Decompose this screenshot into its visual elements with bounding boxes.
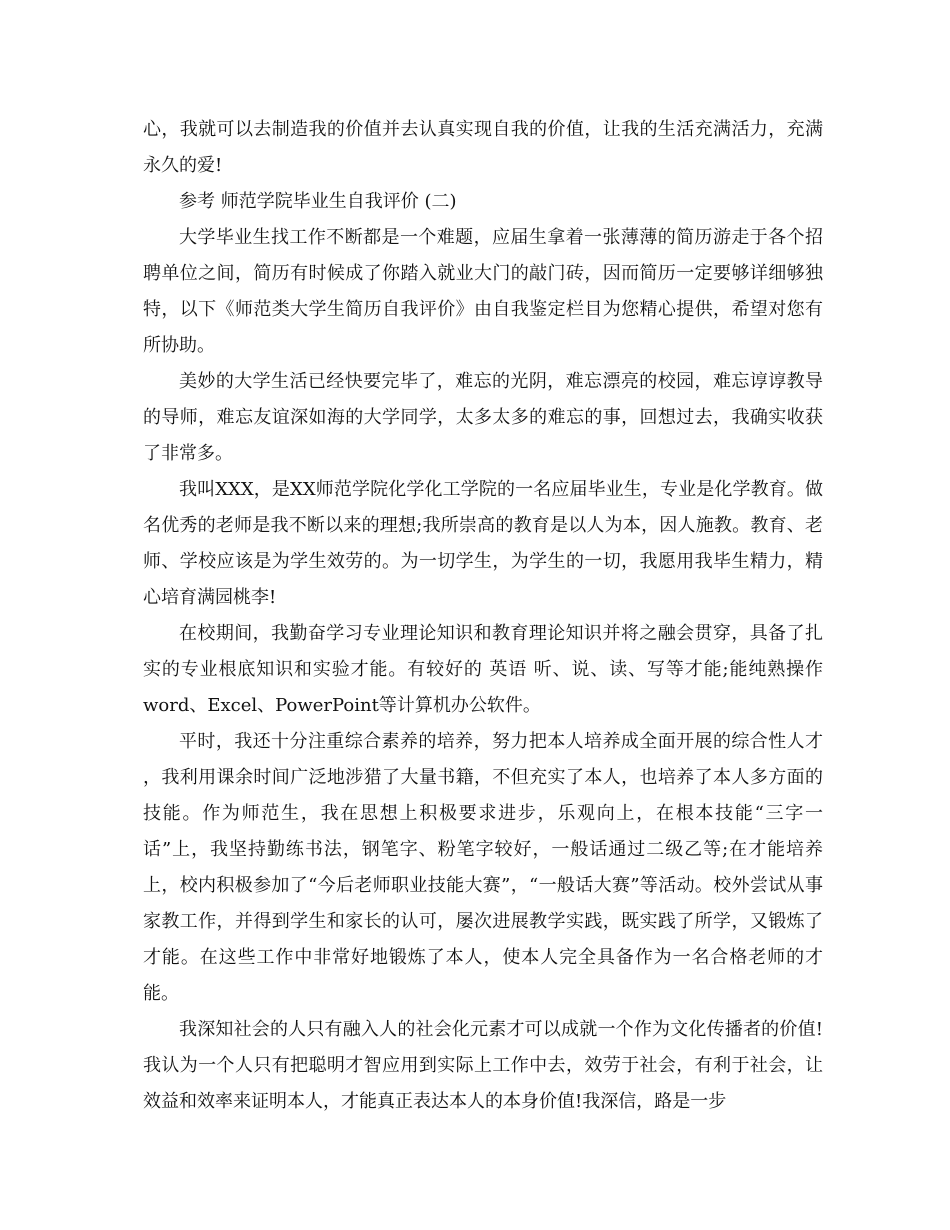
paragraph-society: 我深知社会的人只有融入人的社会化元素才可以成就一个作为文化传播者的价值!我认为一个人只有把聪明才智应用到实际上工作中去，效劳于社会，有利于社会，让效益和效率来证明本人，才能真正表达本人的本身价值!我深信，路是一步 xyxy=(143,1019,823,1112)
paragraph-university-life: 美妙的大学生活已经快要完毕了，难忘的光阴，难忘漂亮的校园，难忘谆谆教导的导师，难忘友谊深如海的大学同学，太多太多的难忘的事，回想过去，我确实收获了非常多。 xyxy=(143,371,823,464)
paragraph-study: 在校期间，我勤奋学习专业理论知识和教育理论知识并将之融会贯穿，具备了扎实的专业根底知识和实验才能。有较好的 英语 听、说、读、写等才能;能纯熟操作word、Excel、PowerPoint等计算机办公软件。 xyxy=(143,623,823,716)
paragraph-continuation: 心，我就可以去制造我的价值并去认真实现自我的价值，让我的生活充满活力，充满永久的爱! xyxy=(143,119,823,176)
paragraph-skills: 平时，我还十分注重综合素养的培养，努力把本人培养成全面开展的综合性人才 ，我利用课余时间广泛地涉猎了大量书籍，不但充实了本人，也培养了本人多方面的技能。作为师范生，我在思想上积极要求进步，乐观向上，在根本技能“三字一话”上，我坚持勤练书法，钢笔字、粉笔字较好，一般话通过二级乙等;在才能培养上，校内积极参加了“今后老师职业技能大赛”，“一般话大赛”等活动。校外尝试从事家教工作，并得到学生和家长的认可，屡次进展教学实践，既实践了所学，又锻炼了才能。在这些工作中非常好地锻炼了本人，使本人完全具备作为一名合格老师的才能。 xyxy=(143,731,823,1004)
section-heading: 参考 师范学院毕业生自我评价 (二) xyxy=(179,191,457,212)
paragraph-self-introduction: 我叫XXX，是XX师范学院化学化工学院的一名应届毕业生，专业是化学教育。做名优秀的老师是我不断以来的理想;我所崇高的教育是以人为本，因人施教。教育、老师、学校应该是为学生效劳的。为一切学生，为学生的一切，我愿用我毕生精力，精心培育满园桃李! xyxy=(143,479,823,608)
paragraph-intro: 大学毕业生找工作不断都是一个难题，应届生拿着一张薄薄的简历游走于各个招聘单位之间，简历有时候成了你踏入就业大门的敲门砖，因而简历一定要够详细够独特，以下《师范类大学生简历自我评价》由自我鉴定栏目为您精心提供，希望对您有所协助。 xyxy=(143,227,823,356)
document-body xyxy=(143,112,823,1120)
